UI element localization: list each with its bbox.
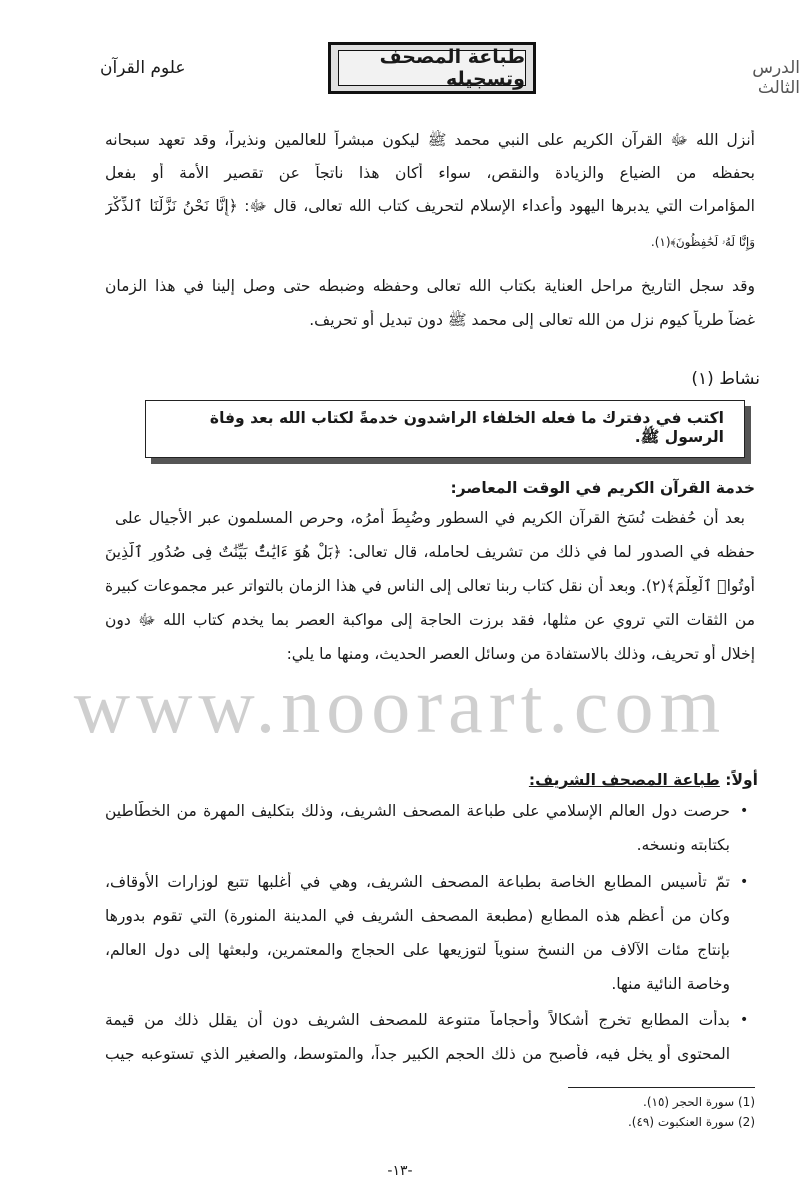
page-title: طباعة المصحف وتسجيله (338, 50, 526, 86)
lesson-label: الدرس الثالث (752, 58, 800, 98)
subsection-prefix: أولاً: (725, 771, 758, 789)
intro-line: غضاً طرياً كيوم نزل من الله تعالى إلى محمد ﷺ دون تبديل أو تحريف. (309, 311, 755, 329)
bullet-icon: • (740, 874, 749, 890)
intro-line: بحفظه من الضياع والزيادة والنقص، سواء أكان هذا ناتجاً عن تقصير الأمة أو بفعل (105, 164, 755, 182)
section-line: إخلال أو تحريف، وذلك بالاستفادة من وسائل العصر الحديث، ومنها ما يلي: (286, 645, 755, 663)
subject-label: علوم القرآن (100, 58, 186, 78)
activity-label: نشاط (١) (691, 369, 760, 389)
subsection-title: طباعة المصحف الشريف: (528, 771, 720, 789)
bullet-icon: • (740, 1012, 749, 1028)
section-line: حفظه في الصدور لما في ذلك من تشريف لحامله، قال تعالى: ﴿بَلْ هُوَ ءَايَٰتٌۢ بَيِّنَٰتٌ فِى صُدُورِ ٱلَّذِينَ (105, 543, 755, 561)
bullet-line: المحتوى أو يخل فيه، فأصبح من ذلك الحجم الكبير جداً، والمتوسط، والصغير الذي تستوعبه جيب (105, 1045, 730, 1063)
bullet-line: بإنتاج مئات الآلاف من النسخ سنوياً لتوزيعها على الحجاج والمعتمرين، ولبعثها إلى دول العالم، (105, 941, 730, 959)
bullet-line: حرصت دول العالم الإسلامي على طباعة المصحف الشريف، وذلك بتكليف المهرة من الخطّاطين (105, 802, 730, 820)
bullet-line: بدأت المطابع تخرج أشكالاً وأحجاماً متنوعة للمصحف الشريف دون أن يقلل ذلك من قيمة (105, 1011, 730, 1029)
section-line: من الثقات التي تروي عن مثلها، فقد برزت الحاجة إلى مواكبة العصر بما يخدم كتاب الله ﷻ دون (105, 611, 755, 629)
intro-line: المؤامرات التي يدبرها اليهود وأعداء الإسلام لتحريف كتاب الله تعالى، قال ﷻ: ﴿إِنَّا نَحْنُ نَزَّلْنَا ٱلذِّكْرَ (105, 197, 755, 215)
section-heading: خدمة القرآن الكريم في الوقت المعاصر: (450, 479, 755, 497)
intro-line: وَإِنَّا لَهُۥ لَحَٰفِظُونَ﴾(١). (650, 235, 755, 249)
activity-text: اكتب في دفترك ما فعله الخلفاء الراشدون خدمةً لكتاب الله بعد وفاة الرسول ﷺ. (209, 408, 724, 446)
footnote: (2) سورة العنكبوت (٤٩). (627, 1115, 755, 1129)
section-line: بعد أن حُفظت نُسَخ القرآن الكريم في السطور وضُبِطَ أمرُه، وحرص المسلمون عبر الأجيال على (115, 509, 745, 527)
intro-line: أنزل الله ﷻ القرآن الكريم على النبي محمد ﷺ ليكون مبشراً للعالمين ونذيراً، وقد تعهد سبحانه (105, 131, 755, 149)
watermark: www.noorart.com (73, 662, 727, 749)
section-line: أُوتُوا۟ ٱلْعِلْمَ﴾(٢). وبعد أن نقل كتاب ربنا تعالى إلى الناس في هذا الزمان بالتواتر عبر مجموعات كبيرة (105, 577, 755, 595)
footnote: (1) سورة الحجر (١٥). (643, 1095, 755, 1109)
bullet-line: تمّ تأسيس المطابع الخاصة بطباعة المصحف الشريف، وهي في أغلبها تتبع لوزارات الأوقاف، (105, 873, 730, 891)
bullet-line: بكتابته ونسخه. (636, 836, 730, 854)
bullet-line: وخاصة النائية منها. (611, 975, 730, 993)
intro-line: وقد سجل التاريخ مراحل العناية بكتاب الله تعالى وحفظه وضبطه حتى وصل إلينا في هذا الزمان (105, 277, 755, 295)
page-title-box (328, 42, 536, 94)
bullet-line: وكان من أعظم هذه المطابع (مطبعة المصحف الشريف في المدينة المنورة) التي تقوم بدورها (105, 907, 730, 925)
bullet-icon: • (740, 803, 749, 819)
page-number: -١٣- (387, 1163, 413, 1179)
footnote-divider (568, 1087, 755, 1088)
activity-box (145, 400, 745, 458)
subsection-heading (529, 770, 758, 790)
